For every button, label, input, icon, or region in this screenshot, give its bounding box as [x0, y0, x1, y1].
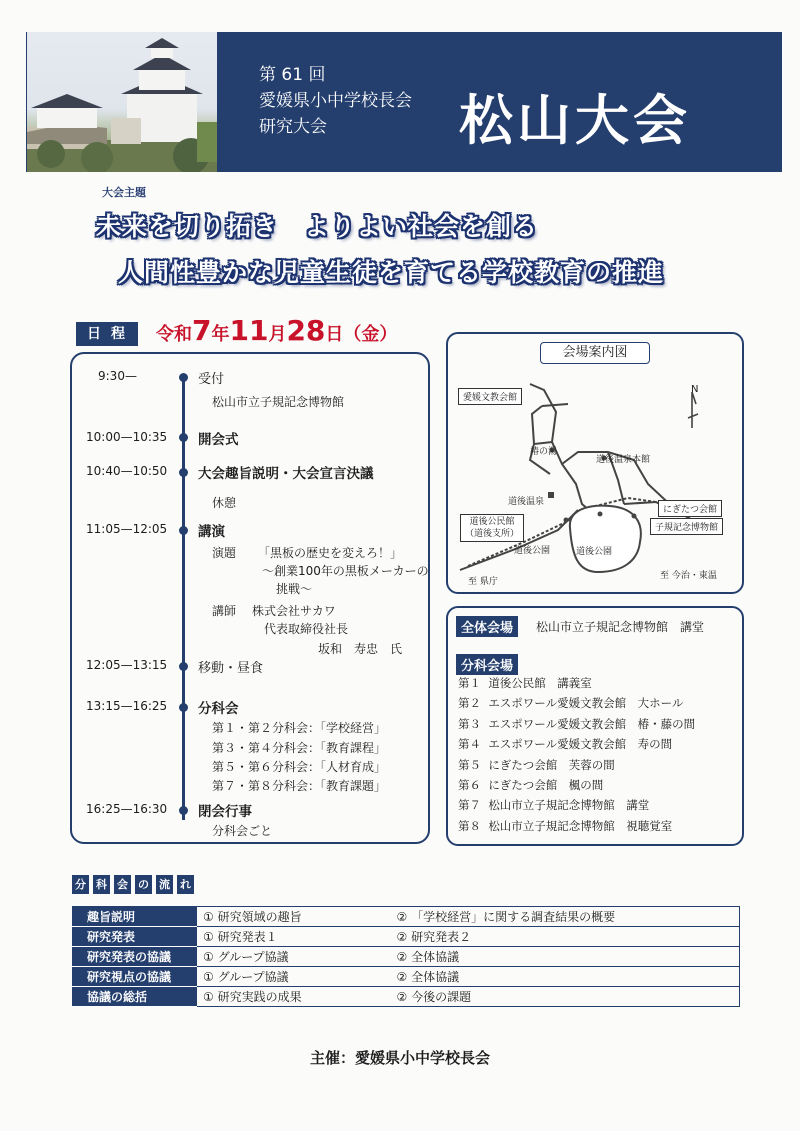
time-lunch: 12:05—13:15 [86, 658, 168, 672]
flow-step-2: ② 全体協議 [391, 967, 740, 987]
map-label-to-kencho: 至 県庁 [468, 577, 498, 587]
room-row [458, 797, 695, 817]
table-row [73, 947, 740, 967]
room-row [458, 695, 695, 715]
room-row [458, 716, 695, 736]
flow-label-char: 会 [114, 875, 131, 894]
time-lecture: 11:05—12:05 [86, 522, 168, 536]
table-row [73, 927, 740, 947]
flow-step-2: ② 全体協議 [391, 947, 740, 967]
event-date [156, 314, 397, 347]
room-number: 第６ [458, 777, 481, 792]
theme-line-2: 人間性豊かな児童生徒を育てる学校教育の推進 [118, 258, 665, 287]
header-banner [26, 32, 782, 172]
kouminkan-name: 道後公民館 [469, 517, 515, 527]
flow-head: 趣旨説明 [73, 907, 197, 927]
table-row [73, 987, 740, 1007]
reception-place: 松山市立子規記念博物館 [212, 395, 345, 409]
flow-head: 研究視点の協議 [73, 967, 197, 987]
theme-label: 大会主題 [102, 186, 146, 199]
closing-note: 分科会ごと [212, 824, 273, 838]
map-title: 会場案内図 [540, 342, 650, 364]
lecture-title-label: 演題 [212, 546, 237, 560]
map-label-honkan: 道後温泉本館 [596, 455, 651, 465]
room-number: 第７ [458, 798, 481, 813]
room-place: エスポワール愛媛文教会館 椿・藤の間 [488, 716, 696, 731]
map-label-to-imabari: 至 今治・東温 [660, 571, 717, 581]
room-row [458, 675, 695, 695]
header-edition-block [259, 62, 412, 140]
flow-label-char: れ [177, 875, 194, 894]
map-label-tsubaki: 椿の湯 [530, 447, 558, 457]
room-row [458, 757, 695, 777]
session-2: 第３・第４分科会：「教育課程」 [212, 741, 387, 755]
table-row [73, 967, 740, 987]
event-closing: 閉会行事 [198, 804, 252, 820]
conference-name: 研究大会 [259, 117, 327, 137]
kouminkan-note: （道後支所） [465, 529, 520, 539]
theme-line-1: 未来を切り拓き よりよい社会を創る [96, 212, 539, 241]
edition-number: 第 61 回 [259, 65, 326, 85]
date-month: 11 [229, 314, 269, 347]
main-venue-label: 全体会場 [456, 616, 518, 637]
timeline-dot [179, 468, 188, 477]
flow-label-char: 流 [156, 875, 173, 894]
flow-label [72, 875, 194, 894]
flow-step-2: ② 「学校経営」に関する調査結果の概要 [391, 907, 740, 927]
time-sessions: 13:15—16:25 [86, 699, 168, 713]
event-break: 休憩 [212, 496, 237, 510]
flow-step-1: ① 研究領域の趣旨 [197, 907, 391, 927]
flow-table [72, 906, 740, 1007]
date-weekday: （金） [343, 324, 398, 345]
flow-head: 協議の総括 [73, 987, 197, 1007]
date-day: 28 [286, 314, 326, 347]
room-place: にぎたつ会館 楓の間 [488, 777, 604, 792]
room-number: 第４ [458, 737, 481, 752]
time-opening: 10:00—10:35 [86, 430, 168, 444]
time-declaration: 10:40—10:50 [86, 464, 168, 478]
session-4: 第７・第８分科会：「教育課題」 [212, 779, 387, 793]
main-venue-place: 松山市立子規記念博物館 講堂 [536, 620, 705, 634]
flow-label-char: 分 [72, 875, 89, 894]
map-label-park-station: 道後公園 [514, 546, 551, 556]
room-number: 第２ [458, 696, 481, 711]
map-label-park: 道後公園 [576, 547, 613, 557]
time-closing: 16:25—16:30 [86, 802, 168, 816]
flow-step-1: ① グループ協議 [197, 947, 391, 967]
map-label-onsen-station: 道後温泉 [508, 497, 545, 507]
speaker-name: 坂和 寿忠 氏 [318, 642, 403, 656]
lecture-subtitle-1: ～創業100年の黒板メーカーの [262, 564, 429, 578]
north-marker: N [691, 384, 699, 395]
room-number: 第８ [458, 818, 481, 833]
flow-label-char: の [135, 875, 152, 894]
event-declaration: 大会趣旨説明・大会宣言決議 [198, 466, 374, 482]
timeline-dot [179, 806, 188, 815]
lecture-subtitle-2: 挑戦～ [276, 582, 313, 596]
flow-step-2: ② 今後の課題 [391, 987, 740, 1007]
room-place: 松山市立子規記念博物館 視聴覚室 [488, 818, 673, 833]
room-row [458, 818, 695, 838]
room-number: 第５ [458, 757, 481, 772]
timeline-dot [179, 373, 188, 382]
event-opening: 開会式 [198, 432, 239, 448]
map-label-bunkyo: 愛媛文教会館 [458, 388, 522, 405]
room-list [458, 675, 695, 838]
date-year: 7 [192, 314, 212, 347]
map-label-kouminkan [460, 514, 524, 542]
castle-illustration [27, 32, 217, 172]
castle-photo [27, 32, 217, 172]
timeline-dot [179, 526, 188, 535]
room-number: 第１ [458, 676, 481, 690]
timeline-dot [179, 662, 188, 671]
event-lunch: 移動・昼食 [198, 661, 264, 676]
flow-head: 研究発表 [73, 927, 197, 947]
event-reception: 受付 [198, 372, 225, 387]
flow-step-2: ② 研究発表２ [391, 927, 740, 947]
lecture-title: 「黒板の歴史を変えろ！」 [258, 546, 403, 560]
speaker-role: 代表取締役社長 [264, 622, 349, 636]
speaker-label: 講師 [212, 604, 237, 618]
session-3: 第５・第６分科会：「人材育成」 [212, 760, 387, 774]
schedule-label: 日程 [76, 322, 138, 346]
section-venue-label: 分科会場 [456, 654, 518, 675]
session-1: 第１・第２分科会：「学校経営」 [212, 721, 387, 735]
organizer: 主催：愛媛県小中学校長会 [309, 1049, 490, 1067]
room-row [458, 736, 695, 756]
association-name: 愛媛県小中学校長会 [259, 91, 412, 111]
date-day-unit: 日 [325, 324, 344, 345]
flow-step-1: ① 研究実践の成果 [197, 987, 391, 1007]
timeline-dot [179, 433, 188, 442]
room-row [458, 777, 695, 797]
flow-step-1: ① 研究発表１ [197, 927, 391, 947]
flow-head: 研究発表の協議 [73, 947, 197, 967]
date-year-unit: 年 [211, 324, 230, 345]
date-era: 令和 [156, 324, 192, 345]
timeline-dot [179, 703, 188, 712]
room-place: にぎたつ会館 芙蓉の間 [488, 757, 615, 772]
flow-label-char: 科 [93, 875, 110, 894]
time-reception: 9:30— [98, 369, 137, 383]
room-place: 道後公民館 講義室 [488, 676, 592, 690]
date-month-unit: 月 [268, 324, 287, 345]
map-label-shiki: 子規記念博物館 [650, 518, 723, 535]
flow-step-1: ① グループ協議 [197, 967, 391, 987]
event-lecture: 講演 [198, 524, 225, 540]
speaker-company: 株式会社サカワ [252, 604, 336, 618]
room-place: エスポワール愛媛文教会館 寿の間 [488, 737, 673, 752]
room-place: エスポワール愛媛文教会館 大ホール [488, 696, 684, 711]
room-place: 松山市立子規記念博物館 講堂 [488, 798, 650, 813]
table-row [73, 907, 740, 927]
event-sessions: 分科会 [198, 701, 239, 717]
room-number: 第３ [458, 716, 481, 731]
page-title: 松山大会 [459, 88, 691, 152]
map-label-nigitatsu: にぎたつ会館 [658, 500, 722, 517]
